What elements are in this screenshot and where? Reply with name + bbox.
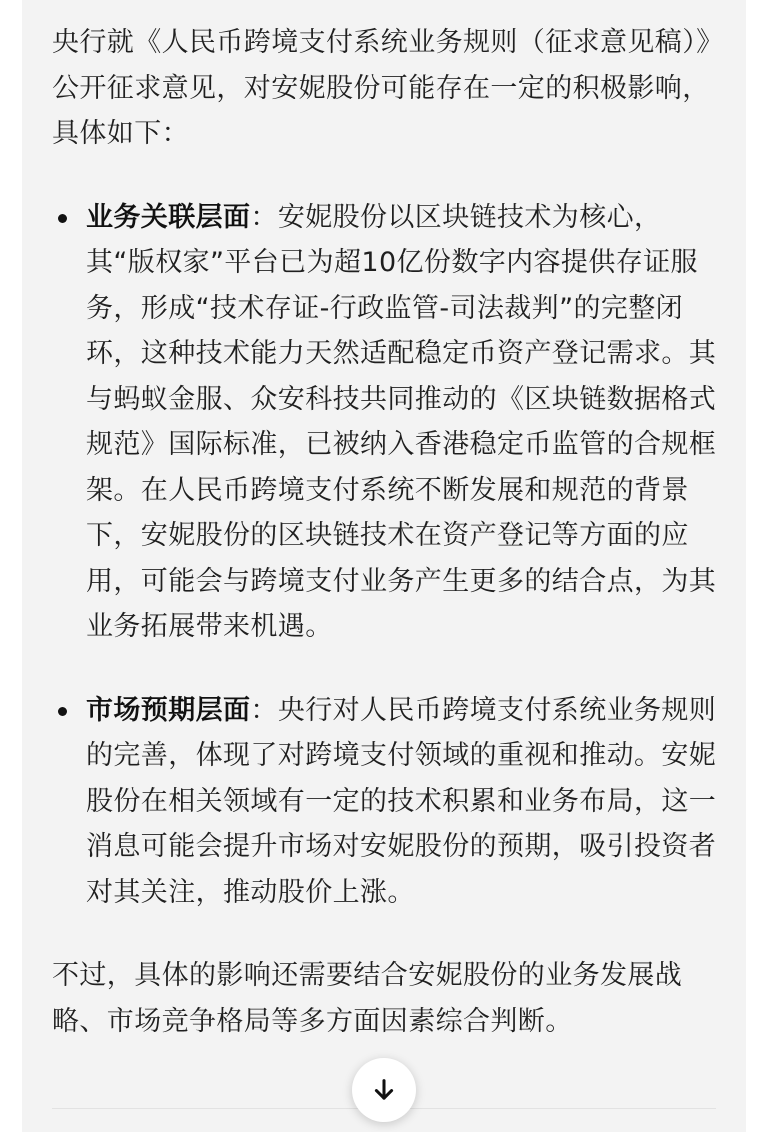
list-item (52, 195, 722, 650)
list-item (52, 688, 722, 916)
point-label: 市场预期层面 (86, 694, 251, 726)
outro-paragraph: 不过，具体的影响还需要结合安妮股份的业务发展战略、市场竞争格局等多方面因素综合判断。 (52, 960, 683, 1037)
bullet-dot (58, 707, 67, 716)
intro-paragraph: 央行就《人民币跨境支付系统业务规则（征求意见稿）》公开征求意见，对安妮股份可能存在一定的积极影响，具体如下： (52, 27, 710, 149)
point-text: 央行对人民币跨境支付系统业务规则的完善，体现了对跨境支付领域的重视和推动。安妮股份在相关领域有一定的技术积累和业务布局，这一消息可能会提升市场对安妮股份的预期，吸引投资者对其关注，推动股价上涨。 (86, 694, 717, 908)
point-separator: ： (250, 201, 278, 233)
bullet-list (52, 195, 722, 916)
scroll-to-bottom-button[interactable] (352, 1058, 416, 1122)
assistant-message (52, 20, 722, 1044)
bullet-dot (58, 214, 67, 223)
point-text: 安妮股份以区块链技术为核心，其“版权家”平台已为超10亿份数字内容提供存证服务，形成“技术存证-行政监管-司法裁判”的完整闭环，这种技术能力天然适配稳定币资产登记需求。其与蚂蚁金服、众安科技共同推动的《区块链数据格式规范》国际标准，已被纳入香港稳定币监管的合规框架。在人民币跨境支付系统不断发展和规范的背景下，安妮股份的区块链技术在资产登记等方面的应用，可能会与跨境支付业务产生更多的结合点，为其业务拓展带来机遇。 (86, 201, 717, 642)
point-separator: ： (250, 694, 278, 726)
arrow-down-icon (370, 1076, 398, 1104)
point-label: 业务关联层面 (86, 201, 251, 233)
